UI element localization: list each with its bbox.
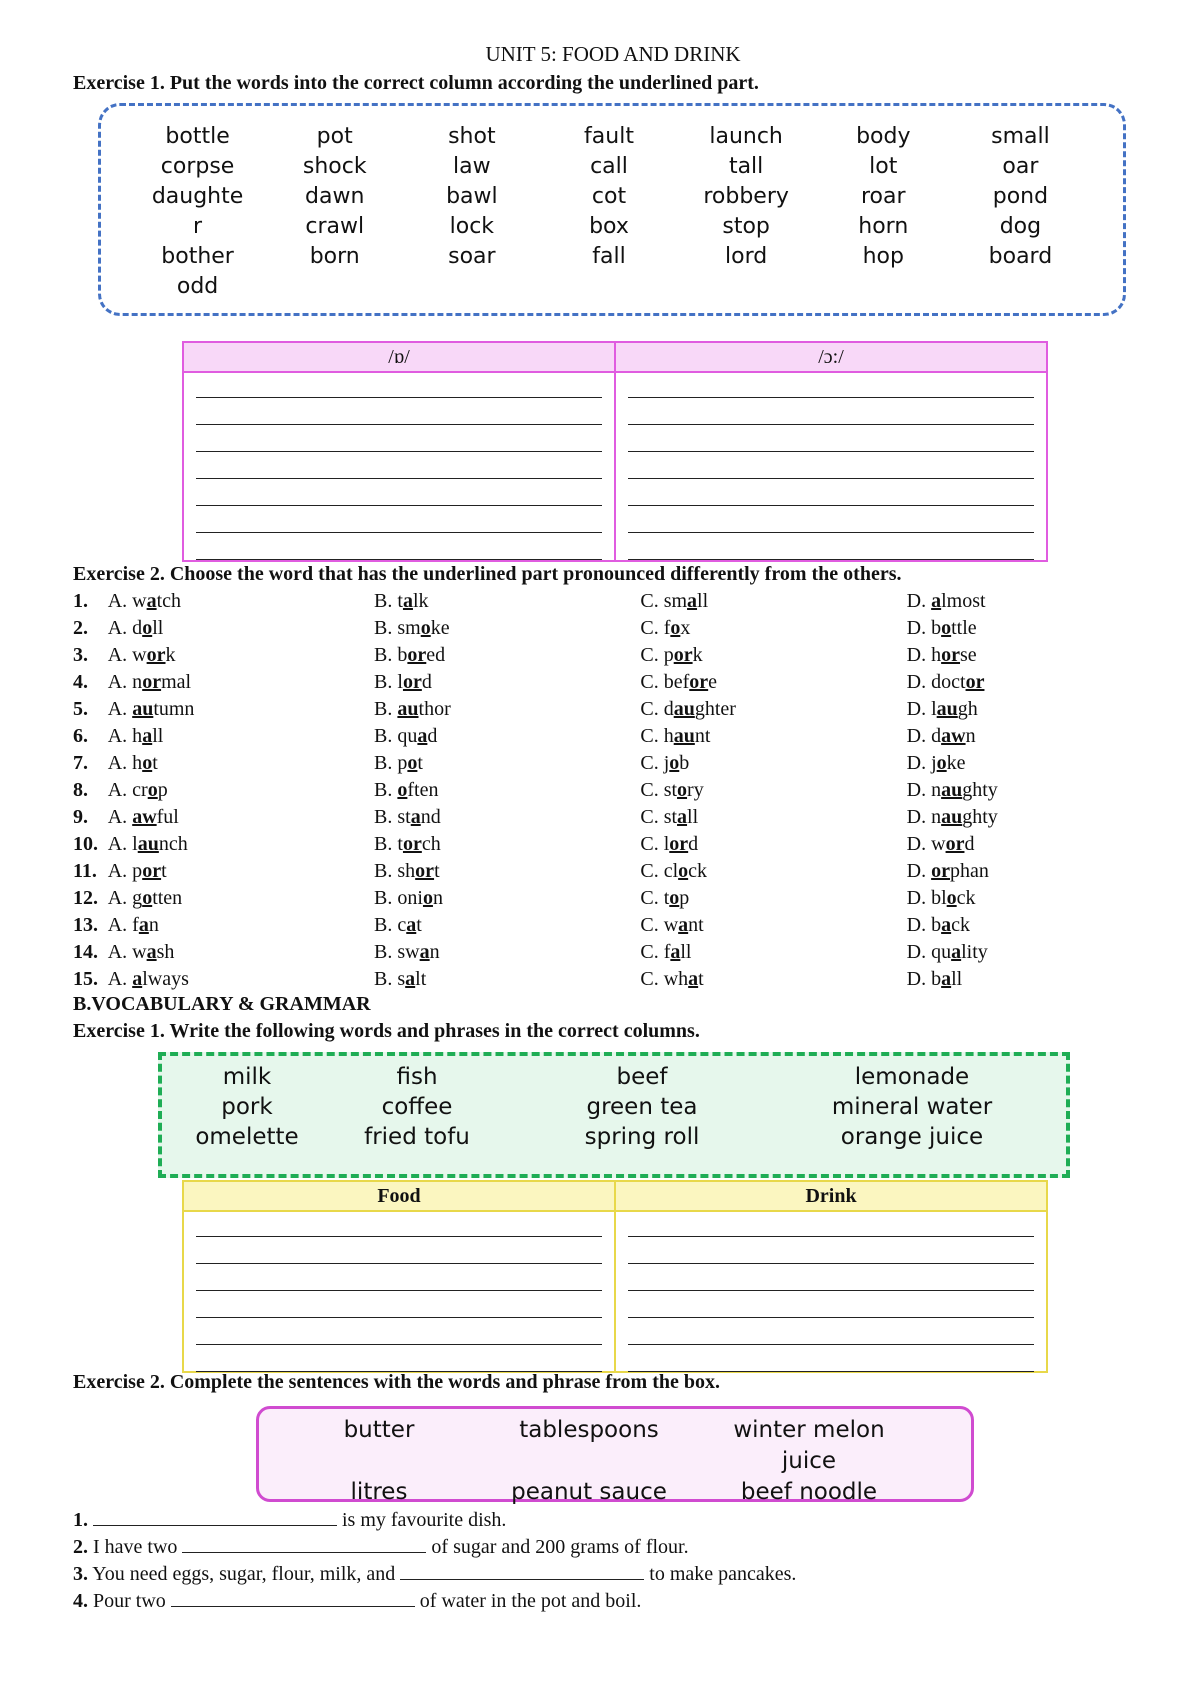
option-a[interactable]: A. fan: [107, 914, 159, 936]
option-a[interactable]: A. watch: [107, 590, 182, 612]
answer-line[interactable]: [196, 1263, 602, 1264]
option-b[interactable]: B. stand: [374, 806, 441, 828]
sentence-text: of sugar and 200 grams of flour.: [426, 1536, 689, 1558]
word-box-food-drink: [158, 1052, 1070, 1178]
answer-line[interactable]: [628, 1236, 1034, 1237]
column-header: /ɔ:/: [616, 343, 1046, 373]
option-b[interactable]: B. cat: [374, 914, 422, 936]
food-drink-table: [182, 1180, 1048, 1373]
word-item: butter: [343, 1417, 415, 1443]
answer-line[interactable]: [196, 559, 602, 560]
column-header: Drink: [616, 1182, 1046, 1212]
option-d[interactable]: D. block: [906, 887, 976, 909]
section-b-heading: B.VOCABULARY & GRAMMAR: [73, 993, 371, 1015]
sound-column-short-o: [184, 343, 614, 560]
sentence: [73, 1588, 641, 1613]
answer-blank[interactable]: [400, 1561, 644, 1580]
question-number: 15.: [73, 968, 98, 990]
question-number: 4.: [73, 671, 88, 693]
option-d[interactable]: D. doctor: [906, 671, 985, 693]
option-d[interactable]: D. almost: [906, 590, 986, 612]
question-row: [73, 912, 1173, 939]
option-a[interactable]: A. awful: [107, 806, 179, 828]
answer-blank[interactable]: [171, 1588, 415, 1607]
word-item: milk: [222, 1064, 272, 1090]
column-header: /ɒ/: [184, 343, 614, 373]
option-b[interactable]: B. lord: [374, 671, 432, 693]
question-row: [73, 939, 1173, 966]
option-b[interactable]: B. often: [374, 779, 439, 801]
option-c[interactable]: C. haunt: [640, 725, 711, 747]
word-grid: [172, 1062, 1052, 1152]
option-c[interactable]: C. lord: [640, 833, 699, 855]
option-b[interactable]: B. salt: [374, 968, 427, 990]
word-item: green tea: [586, 1094, 698, 1120]
word-column: small oar pond dog board: [988, 124, 1053, 269]
word-item: tablespoons: [519, 1417, 659, 1443]
question-number: 7.: [73, 752, 88, 774]
sentence-text: of water in the pot and boil.: [414, 1590, 642, 1612]
answer-line[interactable]: [196, 532, 602, 533]
question-row: [73, 966, 1173, 993]
question-number: 10.: [73, 833, 98, 855]
word-grid: [129, 122, 1089, 302]
option-b[interactable]: B. short: [374, 860, 440, 882]
option-d[interactable]: D. orphan: [906, 860, 989, 882]
question-row: [73, 669, 1173, 696]
question-row: [73, 696, 1173, 723]
word-column: pot shock dawn crawl born: [302, 124, 367, 269]
word-item: coffee: [381, 1094, 453, 1120]
option-c[interactable]: C. fox: [640, 617, 691, 639]
option-c[interactable]: C. before: [640, 671, 718, 693]
word-item: lemonade: [854, 1064, 970, 1090]
sentence-text: I have two: [88, 1536, 183, 1558]
option-d[interactable]: D. horse: [906, 644, 977, 666]
sentence-text: You need eggs, sugar, flour, milk, and: [88, 1563, 401, 1585]
sentence-text: to make pancakes.: [644, 1563, 797, 1585]
option-a[interactable]: A. crop: [107, 779, 168, 801]
word-item: spring roll: [584, 1124, 700, 1150]
section-b-exercise-2-heading: Exercise 2. Complete the sentences with the words and phrase from the box.: [73, 1371, 720, 1393]
page-title: UNIT 5: FOOD AND DRINK: [485, 42, 741, 66]
answer-line[interactable]: [196, 1236, 602, 1237]
question-number: 1.: [73, 590, 88, 612]
option-c[interactable]: C. small: [640, 590, 709, 612]
option-d[interactable]: D. quality: [906, 941, 988, 963]
answer-line[interactable]: [196, 397, 602, 398]
option-d[interactable]: D. back: [906, 914, 971, 936]
word-item: beef: [616, 1064, 668, 1090]
answer-line[interactable]: [196, 478, 602, 479]
option-b[interactable]: B. author: [374, 698, 451, 720]
word-column: body lot roar horn hop: [856, 124, 911, 269]
option-c[interactable]: C. fall: [640, 941, 692, 963]
option-b[interactable]: B. bored: [374, 644, 446, 666]
question-row: [73, 588, 1173, 615]
option-c[interactable]: C. what: [640, 968, 704, 990]
question-number: 12.: [73, 887, 98, 909]
option-d[interactable]: D. naughty: [906, 779, 998, 801]
word-column: shot law bawl lock soar: [446, 124, 498, 269]
answer-line[interactable]: [628, 397, 1034, 398]
question-row: [73, 642, 1173, 669]
answer-line[interactable]: [628, 478, 1034, 479]
answer-line[interactable]: [196, 505, 602, 506]
option-a[interactable]: A. doll: [107, 617, 164, 639]
option-b[interactable]: B. pot: [374, 752, 423, 774]
sentence-number: 4.: [73, 1590, 88, 1612]
option-d[interactable]: D. laugh: [906, 698, 978, 720]
column-header: Food: [184, 1182, 614, 1212]
option-d[interactable]: D. dawn: [906, 725, 976, 747]
word-item: fish: [396, 1064, 438, 1090]
sound-column-long-o: [614, 343, 1046, 560]
section-b-exercise-1-heading: Exercise 1. Write the following words and phrases in the correct columns.: [73, 1020, 700, 1042]
word-item: beef noodle: [740, 1479, 878, 1505]
question-number: 6.: [73, 725, 88, 747]
option-b[interactable]: B. smoke: [374, 617, 450, 639]
sentence: [73, 1507, 506, 1532]
option-d[interactable]: D. word: [906, 833, 975, 855]
option-a[interactable]: A. wash: [107, 941, 175, 963]
option-d[interactable]: D. naughty: [906, 806, 998, 828]
word-item: orange juice: [840, 1124, 984, 1150]
option-c[interactable]: C. story: [640, 779, 704, 801]
option-a[interactable]: A. gotten: [107, 887, 183, 909]
option-b[interactable]: B. swan: [374, 941, 440, 963]
sentence-text: Pour two: [88, 1590, 171, 1612]
question-number: 11.: [73, 860, 97, 882]
question-number: 2.: [73, 617, 88, 639]
question-row: [73, 858, 1173, 885]
question-row: [73, 885, 1173, 912]
word-item: peanut sauce: [511, 1479, 667, 1505]
answer-line[interactable]: [628, 451, 1034, 452]
question-row: [73, 804, 1173, 831]
answer-line[interactable]: [196, 424, 602, 425]
answer-line[interactable]: [628, 1263, 1034, 1264]
option-d[interactable]: D. ball: [906, 968, 963, 990]
exercise-1-heading: Exercise 1. Put the words into the correct column according the underlined part.: [73, 72, 759, 94]
question-row: [73, 777, 1173, 804]
question-number: 14.: [73, 941, 98, 963]
option-c[interactable]: C. clock: [640, 860, 708, 882]
sentence-number: 3.: [73, 1563, 88, 1585]
option-a[interactable]: A. autumn: [107, 698, 195, 720]
answer-line[interactable]: [628, 505, 1034, 506]
pronunciation-questions: [73, 588, 1173, 993]
answer-line[interactable]: [196, 1290, 602, 1291]
answer-blank[interactable]: [93, 1507, 337, 1526]
question-row: [73, 831, 1173, 858]
question-number: 9.: [73, 806, 88, 828]
sentence-number: 1.: [73, 1509, 88, 1531]
word-item: mineral water: [831, 1094, 993, 1120]
word-item: winter melon juice: [733, 1417, 885, 1474]
word-column: launch tall robbery stop lord: [703, 124, 789, 269]
word-column: bottle corpse daughte r bother odd: [151, 124, 244, 299]
word-box-sounds: [98, 103, 1126, 316]
option-a[interactable]: A. port: [107, 860, 167, 882]
sentence: [73, 1534, 689, 1559]
question-number: 13.: [73, 914, 98, 936]
word-item: fried tofu: [364, 1124, 470, 1150]
answer-blank[interactable]: [182, 1534, 426, 1553]
answer-line[interactable]: [628, 1344, 1034, 1345]
answer-line[interactable]: [196, 1317, 602, 1318]
exercise-2-heading: Exercise 2. Choose the word that has the underlined part pronounced differently from the others.: [73, 563, 902, 585]
question-number: 3.: [73, 644, 88, 666]
option-c[interactable]: C. job: [640, 752, 690, 774]
word-grid: [279, 1415, 939, 1508]
option-c[interactable]: C. want: [640, 914, 704, 936]
option-c[interactable]: C. pork: [640, 644, 703, 666]
option-c[interactable]: C. stall: [640, 806, 699, 828]
answer-line[interactable]: [196, 1344, 602, 1345]
answer-line[interactable]: [628, 1317, 1034, 1318]
drink-column: [614, 1182, 1046, 1371]
option-a[interactable]: A. work: [107, 644, 176, 666]
sound-table: [182, 341, 1048, 562]
option-a[interactable]: A. hot: [107, 752, 158, 774]
option-a[interactable]: A. normal: [107, 671, 192, 693]
question-row: [73, 750, 1173, 777]
option-c[interactable]: C. daughter: [640, 698, 736, 720]
option-c[interactable]: C. top: [640, 887, 690, 909]
word-item: omelette: [195, 1124, 299, 1150]
word-item: litres: [350, 1479, 408, 1505]
answer-line[interactable]: [628, 532, 1034, 533]
question-number: 8.: [73, 779, 88, 801]
food-column: [184, 1182, 614, 1371]
option-a[interactable]: A. launch: [107, 833, 188, 855]
question-number: 5.: [73, 698, 88, 720]
word-column: fault call cot box fall: [584, 124, 634, 269]
option-b[interactable]: B. talk: [374, 590, 429, 612]
answer-line[interactable]: [196, 451, 602, 452]
option-a[interactable]: A. always: [107, 968, 189, 990]
option-d[interactable]: D. joke: [906, 752, 966, 774]
option-d[interactable]: D. bottle: [906, 617, 977, 639]
answer-line[interactable]: [628, 424, 1034, 425]
word-item: pork: [221, 1094, 273, 1120]
option-b[interactable]: B. torch: [374, 833, 441, 855]
word-box-complete: [256, 1406, 974, 1505]
answer-line[interactable]: [628, 1290, 1034, 1291]
question-row: [73, 723, 1173, 750]
option-b[interactable]: B. onion: [374, 887, 443, 909]
option-b[interactable]: B. quad: [374, 725, 438, 747]
option-a[interactable]: A. hall: [107, 725, 164, 747]
question-row: [73, 615, 1173, 642]
sentence: [73, 1561, 796, 1586]
sentence-number: 2.: [73, 1536, 88, 1558]
answer-line[interactable]: [628, 559, 1034, 560]
sentence-text: is my favourite dish.: [337, 1509, 507, 1531]
